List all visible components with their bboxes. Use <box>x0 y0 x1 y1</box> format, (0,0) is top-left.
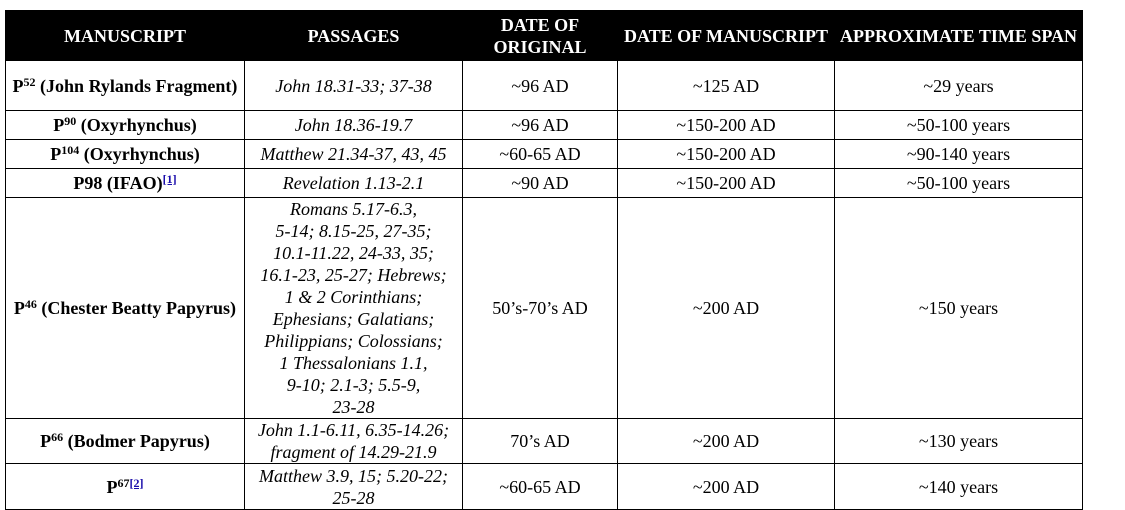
date-manuscript-cell: ~200 AD <box>618 419 835 464</box>
date-original-cell: ~96 AD <box>463 61 618 111</box>
time-span-cell: ~29 years <box>835 61 1083 111</box>
passage-line: 1 & 2 Corinthians; <box>284 287 423 307</box>
date-original-cell: ~96 AD <box>463 111 618 140</box>
passage-line: 5-14; 8.15-25, 27-35; <box>275 221 432 241</box>
date-manuscript-cell: ~150-200 AD <box>618 140 835 169</box>
date-manuscript-cell: ~200 AD <box>618 198 835 419</box>
passage-line: 23-28 <box>332 397 375 417</box>
passage-line: John 1.1-6.11, 6.35-14.26; <box>257 420 450 440</box>
date-original-cell: 70’s AD <box>463 419 618 464</box>
table-row <box>6 111 1083 140</box>
passage-line: 9-10; 2.1-3; 5.5-9, <box>286 375 421 395</box>
manuscript-cell: P98 (IFAO)[1] <box>6 169 245 198</box>
table-row <box>6 61 1083 111</box>
passage-line: Matthew 3.9, 15; 5.20-22; <box>259 465 448 486</box>
manuscript-cell: $P^{66}$ (Bodmer Papyrus) <box>6 419 245 464</box>
passages-cell: John 18.31-33; 37-38 <box>245 61 463 111</box>
date-manuscript-cell: ~125 AD <box>618 61 835 111</box>
manuscript-cell: $P^{67[2]}$ <box>6 464 245 510</box>
table-row <box>6 169 1083 198</box>
passage-line: 1 Thessalonians 1.1, <box>279 353 428 373</box>
time-span-cell: ~90-140 years <box>835 140 1083 169</box>
date-manuscript-cell: ~150-200 AD <box>618 169 835 198</box>
passage-line: 16.1-23, 25-27; Hebrews; <box>260 265 447 285</box>
passage-line: Romans 5.17-6.3, <box>290 199 417 219</box>
date-original-cell: ~90 AD <box>463 169 618 198</box>
time-span-cell: ~140 years <box>835 464 1083 510</box>
time-span-cell: ~150 years <box>835 198 1083 419</box>
date-manuscript-cell: ~200 AD <box>618 464 835 510</box>
manuscript-cell: $P^{46}$ (Chester Beatty Papyrus) <box>6 198 245 419</box>
date-original-cell: ~60-65 AD <box>463 140 618 169</box>
manuscript-number: 46 <box>24 297 37 311</box>
table-row <box>6 419 1083 464</box>
passage-line: fragment of 14.29-21.9 <box>270 442 437 462</box>
date-original-cell: 50’s-70’s AD <box>463 198 618 419</box>
passage-line: 25-28 <box>332 487 375 508</box>
manuscript-cell: $P^{104}$ (Oxyrhynchus) <box>6 140 245 169</box>
time-span-cell: ~130 years <box>835 419 1083 464</box>
passages-cell <box>245 419 463 464</box>
time-span-cell: ~50-100 years <box>835 111 1083 140</box>
manuscript-cell: $P^{52}$ (John Rylands Fragment) <box>6 61 245 111</box>
manuscript-cell: $P^{90}$ (Oxyrhynchus) <box>6 111 245 140</box>
passages-cell <box>245 464 463 510</box>
header-date-manuscript: DATE OF MANUSCRIPT <box>618 11 835 61</box>
manuscript-number: 90 <box>64 114 77 128</box>
footnote-link[interactable]: [2] <box>129 475 144 490</box>
manuscript-number: 52 <box>23 74 36 89</box>
header-date-original: DATE OF ORIGINAL <box>463 11 618 61</box>
header-passages: PASSAGES <box>245 11 463 61</box>
table-row <box>6 198 1083 419</box>
header-time-span: APPROXIMATE TIME SPAN <box>835 11 1083 61</box>
date-original-cell: ~60-65 AD <box>463 464 618 510</box>
passage-line: Ephesians; Galatians; <box>272 309 435 329</box>
manuscript-number: 66 <box>51 430 64 444</box>
passages-cell: Revelation 1.13-2.1 <box>245 169 463 198</box>
date-manuscript-cell: ~150-200 AD <box>618 111 835 140</box>
passage-line: 10.1-11.22, 24-33, 35; <box>273 243 434 263</box>
passages-cell: John 18.36-19.7 <box>245 111 463 140</box>
manuscript-number: 67[2] <box>117 475 144 490</box>
header-row <box>6 11 1083 61</box>
passage-line: Philippians; Colossians; <box>264 331 443 351</box>
passages-cell <box>245 198 463 419</box>
footnote-link[interactable]: [1] <box>162 172 177 186</box>
manuscript-number: 104 <box>61 143 80 157</box>
passages-cell: Matthew 21.34-37, 43, 45 <box>245 140 463 169</box>
manuscript-table <box>5 10 1083 510</box>
table-row <box>6 464 1083 510</box>
time-span-cell: ~50-100 years <box>835 169 1083 198</box>
table-row <box>6 140 1083 169</box>
header-manuscript: MANUSCRIPT <box>6 11 245 61</box>
